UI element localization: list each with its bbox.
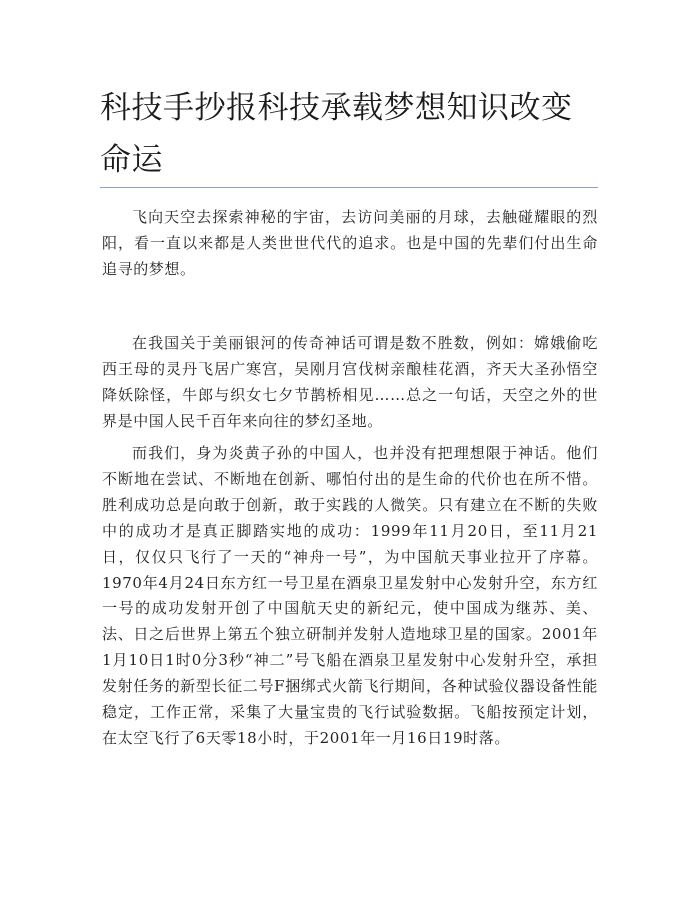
title-divider	[100, 187, 598, 188]
paragraph-intro: 飞向天空去探索神秘的宇宙，去访问美丽的月球，去触碰耀眼的烈阳，看一直以来都是人类世世代代的追求。也是中国的先辈们付出生命追寻的梦想。	[102, 208, 598, 278]
document-title: 科技手抄报科技承载梦想知识改变命运	[100, 90, 573, 178]
paragraph-myths: 在我国关于美丽银河的传奇神话可谓是数不胜数，例如：嫦娥偷吃西王母的灵丹飞居广寒宫，吴刚月宫伐树亲酿桂花酒，齐天大圣孙悟空降妖除怪，牛郎与织女七夕节鹊桥相见……总之一句话，天空之外的世界是中国人民千百年来向往的梦幻圣地。	[102, 334, 598, 430]
paragraph-space-history: 而我们，身为炎黄子孙的中国人，也并没有把理想限于神话。他们不断地在尝试、不断地在创新、哪怕付出的是生命的代价也在所不惜。胜利成功总是向敢于创新，敢于实践的人微笑。只有建立在不断的失败中的成功才是真正脚踏实地的成功：1999年11月20日，至11月21日，仅仅只飞行了一天的“神舟一号”，为中国航天事业拉开了序幕。1970年4月24日东方红一号卫星在酒泉卫星发射中心发射升空，东方红一号的成功发射开创了中国航天史的新纪元，使中国成为继苏、美、法、日之后世界上第五个独立研制并发射人造地球卫星的国家。2001年1月10日1时0分3秒“神二”号飞船在酒泉卫星发射中心发射升空，承担发射任务的新型长征二号F捆绑式火箭飞行期间，各种试验仪器设备性能稳定，工作正常，采集了大量宝贵的飞行试验数据。飞船按预定计划，在太空飞行了6天零18小时，于2001年一月16日19时落。	[102, 444, 598, 747]
